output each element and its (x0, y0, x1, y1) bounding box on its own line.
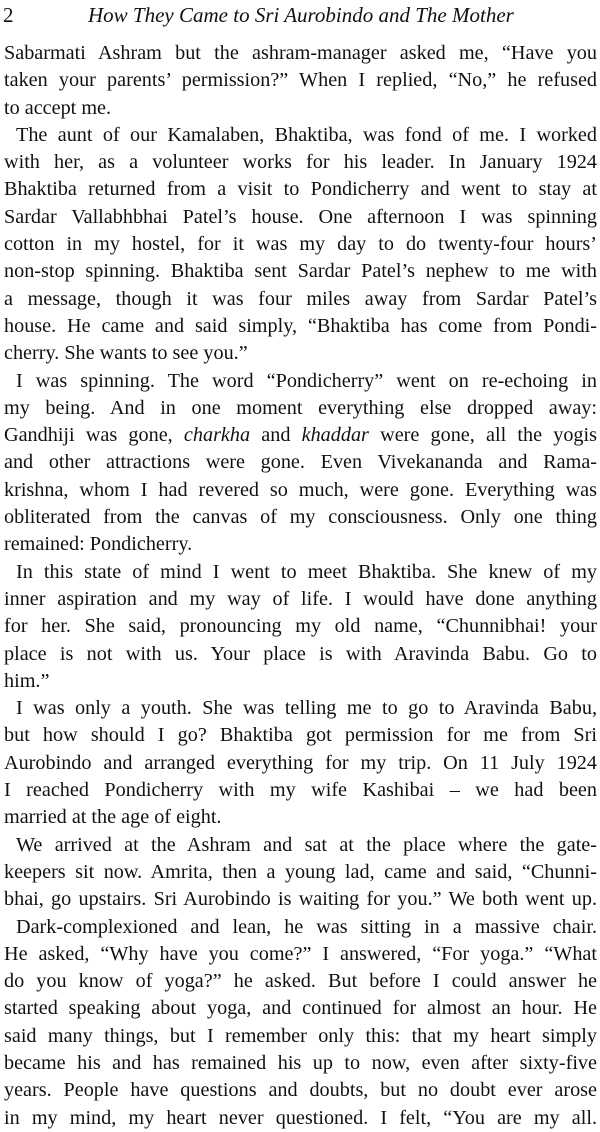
text-line-with-italics: Gandhiji was gone, charkha and khaddar were gone, all the yogis (4, 424, 597, 447)
text-line: cherry. She wants to see you.” (4, 342, 248, 365)
text-line: keepers sit now. Amrita, then a young lad, came and said, “Chunni- (4, 860, 597, 883)
text-line: taken your parents’ permission?” When I replied, “No,” he refused (4, 69, 597, 92)
text-line: became his and has remained his up to now, even after sixty-five (4, 1051, 597, 1074)
text-line: Sardar Vallabhbhai Patel’s house. One afternoon I was spinning (4, 205, 597, 228)
italic-word: charkha (183, 424, 251, 447)
running-title: How They Came to Sri Aurobindo and The Mother (88, 3, 514, 27)
text-line: for her. She said, pronouncing my old name, “Chunnibhai! your (4, 615, 597, 638)
paragraph (4, 695, 597, 831)
text-line: obliterated from the canvas of my consciousness. Only one thing (4, 506, 597, 529)
text-line: started speaking about yoga, and continued for almost an hour. He (4, 997, 597, 1020)
text-line: inner aspiration and my way of life. I would have done anything (4, 587, 597, 610)
text-line: I was only a youth. She was telling me to go to Aravinda Babu, (16, 697, 597, 720)
page-header (0, 0, 600, 34)
text-line: I reached Pondicherry with my wife Kashibai – we had been (4, 779, 597, 802)
text-line: and other attractions were gone. Even Vivekananda and Rama- (4, 451, 597, 474)
text-line: a message, though it was four miles away from Sardar Patel’s (4, 287, 597, 310)
text-line: Dark-complexioned and lean, he was sitting in a massive chair. (16, 915, 597, 938)
text-line: said many things, but I remember only this: that my heart simply (4, 1024, 597, 1047)
text-line: non-stop spinning. Bhaktiba sent Sardar Patel’s nephew to me with (4, 260, 597, 283)
body-text (4, 40, 597, 1132)
text-line: I was spinning. The word “Pondicherry” went on re-echoing in (16, 369, 597, 392)
text-line: years. People have questions and doubts, but no doubt ever arose (4, 1079, 597, 1102)
paragraph (4, 914, 597, 1132)
text-line: house. He came and said simply, “Bhaktiba has come from Pondi- (4, 314, 597, 337)
text-line: with her, as a volunteer works for his leader. In January 1924 (4, 151, 597, 174)
text-line: Sabarmati Ashram but the ashram-manager asked me, “Have you (4, 42, 597, 64)
paragraph (4, 368, 597, 559)
paragraph (4, 559, 597, 695)
text-line: but how should I go? Bhaktiba got permission for me from Sri (4, 724, 597, 747)
text-line: my being. And in one moment everything else dropped away: (4, 396, 597, 419)
text-line: The aunt of our Kamalaben, Bhaktiba, was fond of me. I worked (16, 123, 597, 146)
paragraph (4, 40, 597, 122)
italic-word: khaddar (301, 424, 369, 447)
text-line: place is not with us. Your place is with Aravinda Babu. Go to (4, 642, 597, 665)
text-line: do you know of yoga?” he asked. But before I could answer he (4, 970, 597, 993)
text-line: In this state of mind I went to meet Bhaktiba. She knew of my (16, 560, 597, 583)
paragraph (4, 832, 597, 914)
text-line: to accept me. (4, 96, 112, 119)
text-line: cotton in my hostel, for it was my day to do twenty-four hours’ (4, 233, 597, 256)
text-line: He asked, “Why have you come?” I answered, “For yoga.” “What (4, 942, 597, 965)
text-line: krishna, whom I had revered so much, were gone. Everything was (4, 478, 597, 501)
text-line: Bhaktiba returned from a visit to Pondicherry and went to stay at (4, 178, 597, 201)
text-line: in my mind, my heart never questioned. I felt, “You are my all. (4, 1106, 597, 1129)
text-line: bhai, go upstairs. Sri Aurobindo is waiting for you.” We both went up. (4, 888, 597, 911)
text-line: married at the age of eight. (4, 806, 222, 829)
text-line: him.” (4, 669, 50, 692)
text-line: remained: Pondicherry. (4, 533, 193, 556)
paragraph (4, 122, 597, 368)
text-line: Aurobindo and arranged everything for my trip. On 11 July 1924 (4, 751, 597, 774)
page-number: 2 (3, 3, 14, 27)
text-line: We arrived at the Ashram and sat at the place where the gate- (16, 833, 597, 856)
